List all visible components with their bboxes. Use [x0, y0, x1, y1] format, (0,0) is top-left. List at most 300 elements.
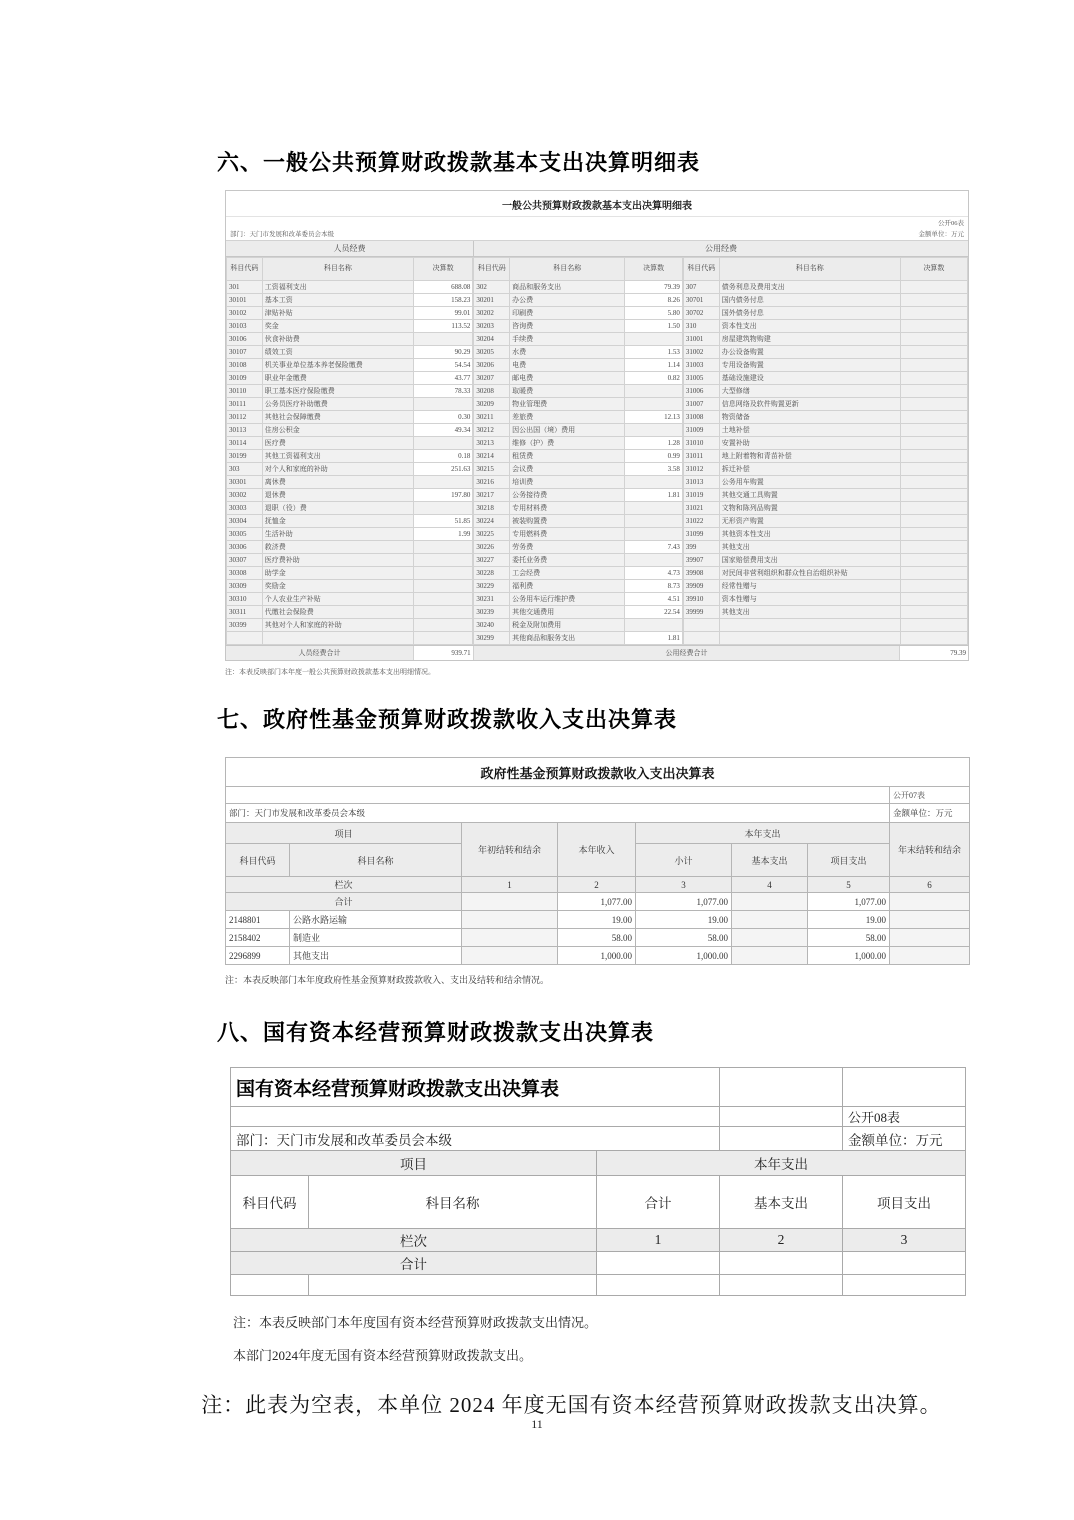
value-cell: 1.81 — [625, 489, 682, 502]
code-cell: 39909 — [683, 580, 719, 593]
table-row — [474, 307, 683, 320]
value-cell — [413, 502, 472, 515]
table6-group-headers — [226, 241, 968, 257]
code-cell: 30306 — [227, 541, 263, 554]
code-cell: 30228 — [474, 567, 510, 580]
value-cell — [900, 463, 967, 476]
code-cell: 30215 — [474, 463, 510, 476]
name-cell: 离休费 — [262, 476, 413, 489]
code-cell: 31001 — [683, 333, 719, 346]
code-cell: 31021 — [683, 502, 719, 515]
total-row: 合计 — [231, 1252, 966, 1275]
table-row — [683, 593, 967, 606]
table-row — [227, 294, 473, 307]
name-cell: 工会经费 — [510, 567, 625, 580]
value-cell: 1.14 — [625, 359, 682, 372]
table6-unit: 金额单位：万元 — [918, 231, 964, 238]
header-project: 项目 — [231, 1151, 597, 1176]
table-row — [227, 502, 473, 515]
code-cell: 30309 — [227, 580, 263, 593]
table-row — [474, 619, 683, 632]
code-cell: 31022 — [683, 515, 719, 528]
name-cell: 抚恤金 — [262, 515, 413, 528]
table8-state-capital — [230, 1067, 966, 1296]
table-row — [683, 346, 967, 359]
code-cell: 30114 — [227, 437, 263, 450]
value-cell: 1.50 — [625, 320, 682, 333]
name-cell: 国家赔偿费用支出 — [719, 554, 900, 567]
code-cell: 30304 — [227, 515, 263, 528]
code-cell: 39910 — [683, 593, 719, 606]
value-cell — [900, 398, 967, 411]
section7-heading: 七、政府性基金预算财政拨款收入支出决算表 — [217, 707, 678, 732]
value-cell — [732, 947, 808, 965]
table-row — [474, 372, 683, 385]
page-number: 11 — [531, 1417, 543, 1431]
col-header-code: 科目代码 — [227, 258, 263, 281]
code-cell: 30209 — [474, 398, 510, 411]
value-cell — [900, 359, 967, 372]
table-row — [683, 476, 967, 489]
name-cell: 代缴社会保险费 — [262, 606, 413, 619]
header-name: 科目名称 — [309, 1176, 597, 1229]
code-cell: 30702 — [683, 307, 719, 320]
col-header-value: 决算数 — [625, 258, 682, 281]
table-row — [474, 554, 683, 567]
code-cell: 30307 — [227, 554, 263, 567]
code-cell: 30212 — [474, 424, 510, 437]
name-cell: 税金及附加费用 — [510, 619, 625, 632]
header-project-expense: 项目支出 — [808, 844, 890, 877]
table-row — [474, 437, 683, 450]
table-row — [226, 911, 970, 929]
name-cell: 其他支出 — [719, 606, 900, 619]
value-cell — [900, 346, 967, 359]
name-cell: 印刷费 — [510, 307, 625, 320]
value-cell: 8.26 — [625, 294, 682, 307]
table-row — [227, 567, 473, 580]
name-cell: 房屋建筑物购建 — [719, 333, 900, 346]
value-cell — [625, 515, 682, 528]
code-cell: 301 — [227, 281, 263, 294]
table-row — [474, 580, 683, 593]
value-cell: 8.73 — [625, 580, 682, 593]
header-project: 项目 — [226, 823, 462, 844]
name-cell: 物业管理费 — [510, 398, 625, 411]
name-cell: 其他支出 — [719, 541, 900, 554]
code-cell: 30103 — [227, 320, 263, 333]
header-year-expense: 本年支出 — [597, 1151, 966, 1176]
value-cell — [413, 476, 472, 489]
code-cell: 310 — [683, 320, 719, 333]
code-cell: 30102 — [227, 307, 263, 320]
name-cell: 办公设备购置 — [719, 346, 900, 359]
table-row — [474, 281, 683, 294]
col-header-name: 科目名称 — [719, 258, 900, 281]
name-cell: 劳务费 — [510, 541, 625, 554]
name-cell: 对个人和家庭的补助 — [262, 463, 413, 476]
public-total-value: 79.39 — [900, 646, 968, 660]
table-row — [683, 372, 967, 385]
value-cell — [900, 450, 967, 463]
name-cell: 工资福利支出 — [262, 281, 413, 294]
code-cell: 31008 — [683, 411, 719, 424]
table-row — [683, 515, 967, 528]
table-row — [227, 580, 473, 593]
value-cell — [625, 333, 682, 346]
value-cell: 78.33 — [413, 385, 472, 398]
name-cell: 其他商品和服务支出 — [510, 632, 625, 645]
code-cell: 30308 — [227, 567, 263, 580]
code-cell: 31006 — [683, 385, 719, 398]
value-cell: 49.34 — [413, 424, 472, 437]
table-row — [474, 346, 683, 359]
name-cell: 对民间非营利组织和群众性自治组织补贴 — [719, 567, 900, 580]
header-name: 科目名称 — [290, 844, 462, 877]
name-cell: 公务员医疗补助缴费 — [262, 398, 413, 411]
table-row — [227, 398, 473, 411]
name-cell: 奖励金 — [262, 580, 413, 593]
code-cell — [683, 632, 719, 645]
table-row — [683, 463, 967, 476]
name-cell: 债务利息及费用支出 — [719, 281, 900, 294]
table8-unit: 金额单位：万元 — [843, 1127, 966, 1151]
table6-form-no: 公开06表 — [226, 216, 968, 228]
code-cell: 31005 — [683, 372, 719, 385]
code-cell: 2148801 — [226, 911, 290, 929]
name-cell: 制造业 — [290, 929, 462, 947]
value-cell — [900, 619, 967, 632]
value-cell — [625, 398, 682, 411]
code-cell: 30106 — [227, 333, 263, 346]
table-row — [227, 541, 473, 554]
column-index-row: 栏次 1 2 3 — [231, 1229, 966, 1252]
value-cell — [900, 307, 967, 320]
table8-form-no: 公开08表 — [843, 1107, 966, 1127]
col-header-value: 决算数 — [413, 258, 472, 281]
table-row — [227, 307, 473, 320]
value-cell — [900, 333, 967, 346]
code-cell: 30224 — [474, 515, 510, 528]
name-cell: 救济费 — [262, 541, 413, 554]
code-cell: 30229 — [474, 580, 510, 593]
table7-government-fund — [225, 757, 970, 965]
value-cell: 19.00 — [636, 911, 732, 929]
value-cell — [900, 567, 967, 580]
value-cell — [900, 424, 967, 437]
value-cell: 51.85 — [413, 515, 472, 528]
code-cell: 30101 — [227, 294, 263, 307]
code-cell: 30201 — [474, 294, 510, 307]
name-cell: 经常性赠与 — [719, 580, 900, 593]
header-year-expense: 本年支出 — [636, 823, 890, 844]
table-row — [683, 619, 967, 632]
name-cell: 助学金 — [262, 567, 413, 580]
name-cell: 专用材料费 — [510, 502, 625, 515]
code-cell: 30203 — [474, 320, 510, 333]
name-cell — [719, 619, 900, 632]
value-cell — [890, 911, 970, 929]
name-cell: 土地补偿 — [719, 424, 900, 437]
value-cell — [413, 593, 472, 606]
value-cell: 0.18 — [413, 450, 472, 463]
code-cell: 2296899 — [226, 947, 290, 965]
name-cell: 伙食补助费 — [262, 333, 413, 346]
value-cell: 4.51 — [625, 593, 682, 606]
table-row — [683, 437, 967, 450]
name-cell: 职工基本医疗保险缴费 — [262, 385, 413, 398]
table-row — [474, 424, 683, 437]
code-cell: 30311 — [227, 606, 263, 619]
table7-form-no: 公开07表 — [890, 787, 970, 804]
name-cell: 商品和服务支出 — [510, 281, 625, 294]
total-row: 合计 1,077.00 1,077.00 1,077.00 — [226, 893, 970, 911]
header-project-expense: 项目支出 — [843, 1176, 966, 1229]
table8-note-2: 本部门2024年度无国有资本经营预算财政拨款支出。 — [233, 1348, 533, 1363]
code-cell: 31010 — [683, 437, 719, 450]
value-cell — [625, 528, 682, 541]
value-cell: 1.99 — [413, 528, 472, 541]
code-cell: 31012 — [683, 463, 719, 476]
code-cell: 2158402 — [226, 929, 290, 947]
table-row — [227, 619, 473, 632]
value-cell — [900, 372, 967, 385]
name-cell: 其他工资福利支出 — [262, 450, 413, 463]
value-cell: 0.82 — [625, 372, 682, 385]
code-cell: 30108 — [227, 359, 263, 372]
name-cell: 住房公积金 — [262, 424, 413, 437]
name-cell: 办公费 — [510, 294, 625, 307]
table-row — [227, 593, 473, 606]
name-cell: 信息网络及软件购置更新 — [719, 398, 900, 411]
table8-title: 国有资本经营预算财政拨款支出决算表 — [231, 1068, 720, 1107]
value-cell: 1,000.00 — [808, 947, 890, 965]
code-cell: 30218 — [474, 502, 510, 515]
table-row — [227, 528, 473, 541]
name-cell: 资本性支出 — [719, 320, 900, 333]
name-cell: 其他资本性支出 — [719, 528, 900, 541]
name-cell: 专用设备购置 — [719, 359, 900, 372]
closing-note: 注：此表为空表，本单位 2024 年度无国有资本经营预算财政拨款支出决算。 — [201, 1393, 942, 1417]
name-cell: 取暖费 — [510, 385, 625, 398]
value-cell — [900, 580, 967, 593]
name-cell: 专用燃料费 — [510, 528, 625, 541]
name-cell: 奖金 — [262, 320, 413, 333]
value-cell: 1,000.00 — [636, 947, 732, 965]
table-row — [683, 411, 967, 424]
col-header-name: 科目名称 — [262, 258, 413, 281]
code-cell: 30211 — [474, 411, 510, 424]
code-cell: 30216 — [474, 476, 510, 489]
code-cell: 30227 — [474, 554, 510, 567]
name-cell: 其他交通工具购置 — [719, 489, 900, 502]
section8-heading: 八、国有资本经营预算财政拨款支出决算表 — [217, 1020, 655, 1045]
table-row — [474, 294, 683, 307]
value-cell — [890, 947, 970, 965]
value-cell — [900, 281, 967, 294]
value-cell — [625, 502, 682, 515]
name-cell: 无形资产购置 — [719, 515, 900, 528]
col-header-value: 决算数 — [900, 258, 967, 281]
value-cell — [625, 385, 682, 398]
table-row — [683, 385, 967, 398]
table-row — [474, 606, 683, 619]
table6-title: 一般公共预算财政拨款基本支出决算明细表 — [502, 201, 692, 212]
value-cell — [890, 929, 970, 947]
table6-totals-row — [226, 645, 968, 660]
value-cell — [413, 541, 472, 554]
name-cell: 医疗费 — [262, 437, 413, 450]
name-cell: 咨询费 — [510, 320, 625, 333]
table-row — [227, 489, 473, 502]
value-cell — [900, 515, 967, 528]
value-cell: 1.53 — [625, 346, 682, 359]
table-row — [474, 398, 683, 411]
table-row — [683, 567, 967, 580]
table-row — [474, 359, 683, 372]
value-cell — [900, 528, 967, 541]
name-cell: 其他社会保障缴费 — [262, 411, 413, 424]
header-code: 科目代码 — [231, 1176, 309, 1229]
value-cell: 5.80 — [625, 307, 682, 320]
value-cell: 1.28 — [625, 437, 682, 450]
name-cell: 文物和陈列品购置 — [719, 502, 900, 515]
col-header-code: 科目代码 — [474, 258, 510, 281]
code-cell: 30240 — [474, 619, 510, 632]
name-cell: 职业年金缴费 — [262, 372, 413, 385]
value-cell: 58.00 — [636, 929, 732, 947]
value-cell — [462, 929, 558, 947]
name-cell: 国内债务付息 — [719, 294, 900, 307]
name-cell: 差旅费 — [510, 411, 625, 424]
table-row — [227, 515, 473, 528]
code-cell: 31019 — [683, 489, 719, 502]
table6-note: 注：本表反映部门本年度一般公共预算财政拨款基本支出明细情况。 — [225, 668, 435, 676]
code-cell: 31099 — [683, 528, 719, 541]
code-cell: 30214 — [474, 450, 510, 463]
blank-row — [231, 1275, 966, 1296]
value-cell: 43.77 — [413, 372, 472, 385]
name-cell: 维修（护）费 — [510, 437, 625, 450]
personnel-total-value: 939.71 — [414, 646, 474, 660]
personnel-total-label: 人员经费合计 — [226, 646, 414, 660]
code-cell: 31013 — [683, 476, 719, 489]
code-cell: 30109 — [227, 372, 263, 385]
name-cell: 手续费 — [510, 333, 625, 346]
table-row — [227, 333, 473, 346]
value-cell — [462, 911, 558, 929]
value-cell — [900, 606, 967, 619]
code-cell: 30701 — [683, 294, 719, 307]
table-row — [474, 593, 683, 606]
code-cell: 302 — [474, 281, 510, 294]
table-row — [683, 502, 967, 515]
name-cell: 租赁费 — [510, 450, 625, 463]
table-row — [227, 476, 473, 489]
code-cell: 39907 — [683, 554, 719, 567]
value-cell: 0.30 — [413, 411, 472, 424]
value-cell: 1.81 — [625, 632, 682, 645]
header-basic: 基本支出 — [720, 1176, 843, 1229]
value-cell — [413, 619, 472, 632]
table-row — [683, 424, 967, 437]
value-cell: 22.54 — [625, 606, 682, 619]
code-cell: 30208 — [474, 385, 510, 398]
code-cell: 31002 — [683, 346, 719, 359]
header-subtotal: 小计 — [636, 844, 732, 877]
name-cell: 物资储备 — [719, 411, 900, 424]
table-row — [683, 281, 967, 294]
code-cell: 30107 — [227, 346, 263, 359]
public-total-label: 公用经费合计 — [474, 646, 901, 660]
code-cell: 30113 — [227, 424, 263, 437]
name-cell: 公路水路运输 — [290, 911, 462, 929]
name-cell: 个人农业生产补贴 — [262, 593, 413, 606]
table6-header — [226, 191, 968, 241]
value-cell: 19.00 — [808, 911, 890, 929]
value-cell — [900, 476, 967, 489]
value-cell — [462, 947, 558, 965]
header-basic: 基本支出 — [732, 844, 808, 877]
table-row — [474, 528, 683, 541]
name-cell: 电费 — [510, 359, 625, 372]
table6-personnel-columns — [226, 257, 473, 645]
value-cell — [900, 320, 967, 333]
table-row — [227, 606, 473, 619]
table6-department: 部门：天门市发展和改革委员会本级 — [230, 231, 334, 238]
value-cell — [413, 398, 472, 411]
table-row — [474, 320, 683, 333]
name-cell: 退休费 — [262, 489, 413, 502]
value-cell: 79.39 — [625, 281, 682, 294]
col-header-name: 科目名称 — [510, 258, 625, 281]
code-cell: 303 — [227, 463, 263, 476]
code-cell: 30302 — [227, 489, 263, 502]
table-row — [683, 606, 967, 619]
value-cell — [413, 606, 472, 619]
value-cell — [413, 632, 472, 645]
code-cell: 30205 — [474, 346, 510, 359]
value-cell: 58.00 — [558, 929, 636, 947]
table-row — [227, 372, 473, 385]
table-row — [474, 632, 683, 645]
code-cell: 30202 — [474, 307, 510, 320]
group-personnel-label: 人员经费 — [226, 241, 474, 257]
value-cell: 54.54 — [413, 359, 472, 372]
table-row — [683, 450, 967, 463]
name-cell: 拆迁补偿 — [719, 463, 900, 476]
table7-note: 注：本表反映部门本年度政府性基金预算财政拨款收入、支出及结转和结余情况。 — [225, 975, 550, 985]
code-cell: 30305 — [227, 528, 263, 541]
code-cell: 30225 — [474, 528, 510, 541]
code-cell: 31009 — [683, 424, 719, 437]
code-cell: 30239 — [474, 606, 510, 619]
value-cell — [413, 437, 472, 450]
value-cell: 0.99 — [625, 450, 682, 463]
table7-department: 部门：天门市发展和改革委员会本级 — [226, 804, 890, 823]
code-cell: 31003 — [683, 359, 719, 372]
header-end-balance: 年末结转和结余 — [890, 823, 970, 877]
code-cell: 30204 — [474, 333, 510, 346]
value-cell — [625, 619, 682, 632]
table-row — [227, 463, 473, 476]
name-cell: 其他交通费用 — [510, 606, 625, 619]
name-cell: 大型修缮 — [719, 385, 900, 398]
table-row — [227, 385, 473, 398]
table-row — [227, 632, 473, 645]
table-row — [474, 450, 683, 463]
code-cell — [683, 619, 719, 632]
